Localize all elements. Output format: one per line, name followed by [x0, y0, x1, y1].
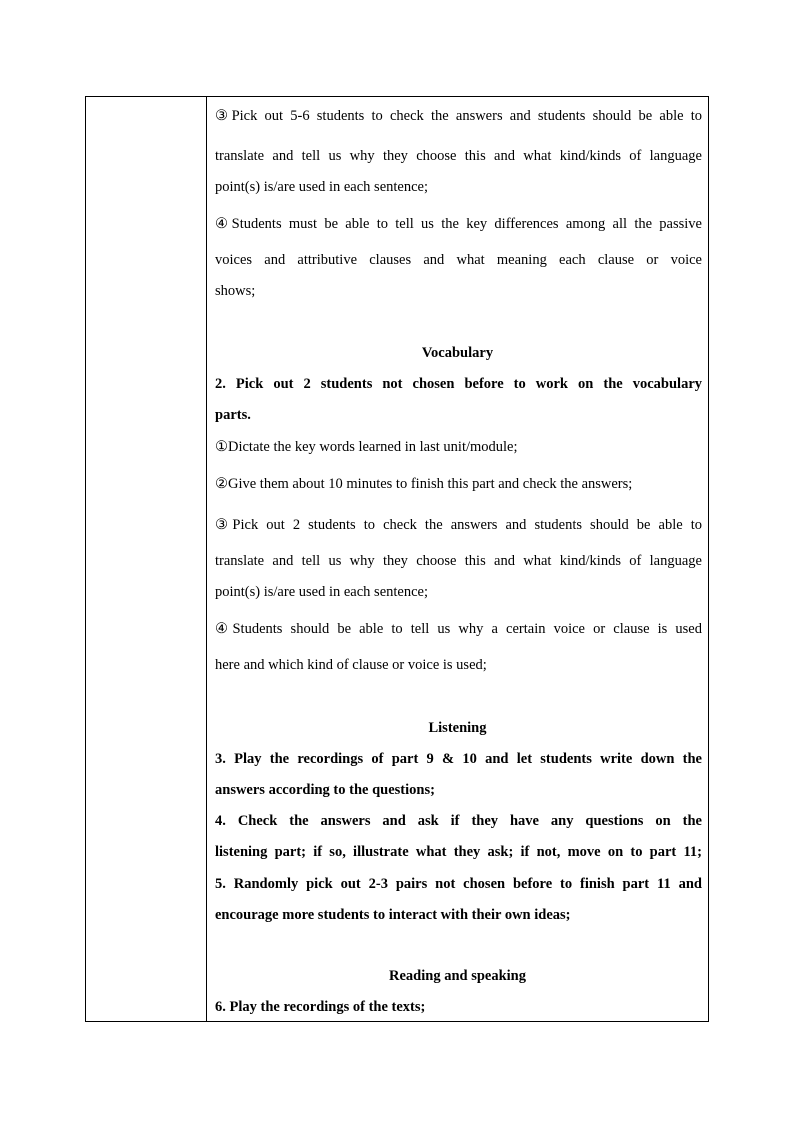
text-line: point(s) is/are used in each sentence;: [215, 179, 428, 195]
section-heading-vocabulary: Vocabulary: [421, 345, 494, 361]
text-line: ③Pick out 5-6 students to check the answers and students should be able to: [215, 108, 702, 124]
text-line: 5. Randomly pick out 2-3 pairs not chosen before to finish part 11 and: [215, 876, 702, 892]
text-line: voices and attributive clauses and what meaning each clause or voice: [215, 252, 702, 268]
text-line: listening part; if so, illustrate what they ask; if not, move on to part 11;: [215, 844, 702, 860]
section-heading-listening: Listening: [428, 720, 487, 736]
text-line: ②Give them about 10 minutes to finish this part and check the answers;: [215, 476, 633, 492]
section-heading-reading-speaking: Reading and speaking: [389, 968, 526, 984]
text-line: encourage more students to interact with their own ideas;: [215, 907, 571, 923]
text-line: translate and tell us why they choose this and what kind/kinds of language: [215, 553, 702, 569]
text-line: ④Students should be able to tell us why a certain voice or clause is used: [215, 621, 702, 637]
text-line: here and which kind of clause or voice is used;: [215, 657, 487, 673]
text-line: ①Dictate the key words learned in last unit/module;: [215, 439, 518, 455]
text-line: 3. Play the recordings of part 9 & 10 and let students write down the: [215, 751, 702, 767]
text-line: ④Students must be able to tell us the key differences among all the passive: [215, 216, 702, 232]
left-column-cell: [86, 97, 207, 1021]
text-line: 4. Check the answers and ask if they have any questions on the: [215, 813, 702, 829]
lesson-plan-table: [85, 96, 709, 1022]
text-line: point(s) is/are used in each sentence;: [215, 584, 428, 600]
text-line: answers according to the questions;: [215, 782, 435, 798]
right-column-cell: [207, 97, 708, 1021]
text-line: translate and tell us why they choose this and what kind/kinds of language: [215, 148, 702, 164]
text-line: 6. Play the recordings of the texts;: [215, 999, 426, 1015]
text-line: shows;: [215, 283, 256, 299]
text-line: ③Pick out 2 students to check the answers and students should be able to: [215, 517, 702, 533]
text-line: parts.: [215, 407, 251, 423]
text-line: 2. Pick out 2 students not chosen before to work on the vocabulary: [215, 376, 702, 392]
